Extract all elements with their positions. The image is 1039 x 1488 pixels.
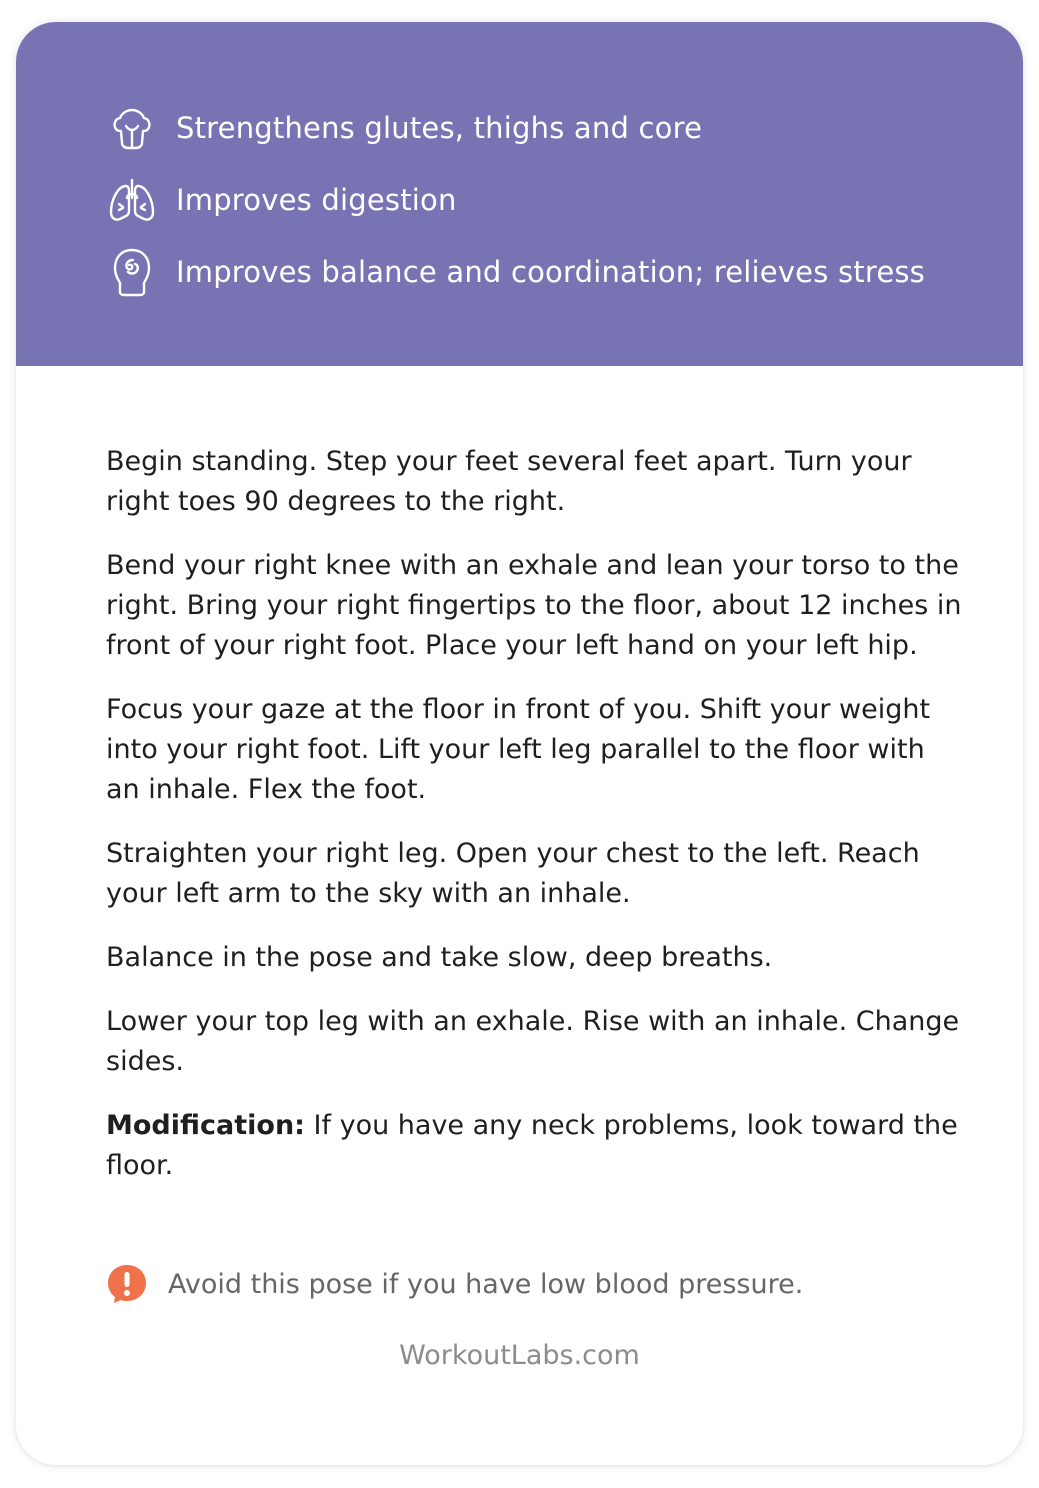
modification-label: Modification: — [106, 1110, 305, 1141]
modification-note — [106, 1106, 966, 1186]
benefit-label: Improves digestion — [176, 183, 457, 217]
modification-text: If you have any neck problems, look toward the floor. — [106, 1110, 958, 1181]
instruction-step: Begin standing. Step your feet several feet apart. Turn your right toes 90 degrees to the right. — [106, 446, 912, 517]
instruction-step: Focus your gaze at the floor in front of you. Shift your weight into your right foot. Lift your left leg parallel to the floor with an inhale. Flex the foot. — [106, 694, 931, 805]
benefit-item — [104, 244, 925, 300]
instruction-step: Bend your right knee with an exhale and lean your torso to the right. Bring your right fingertips to the floor, about 12 inches in front of your right foot. Place your left hand on your left hip. — [106, 550, 962, 661]
pose-card — [16, 22, 1023, 1465]
benefit-label: Strengthens glutes, thighs and core — [176, 111, 703, 145]
warning-text: Avoid this pose if you have low blood pressure. — [168, 1268, 804, 1300]
benefits-header — [16, 22, 1023, 366]
balance-mind-icon — [104, 244, 160, 300]
exclamation-icon — [106, 1263, 148, 1305]
instruction-step: Straighten your right leg. Open your chest to the left. Reach your left arm to the sky with an inhale. — [106, 838, 920, 909]
instructions — [106, 442, 966, 1210]
lungs-icon — [104, 172, 160, 228]
footer-credit: WorkoutLabs.com — [399, 1340, 640, 1371]
benefit-label: Improves balance and coordination; relieves stress — [176, 255, 925, 289]
glutes-icon — [104, 100, 160, 156]
instruction-step: Balance in the pose and take slow, deep breaths. — [106, 942, 773, 973]
benefit-item — [104, 172, 457, 228]
instruction-step: Lower your top leg with an exhale. Rise with an inhale. Change sides. — [106, 1006, 960, 1077]
warning-note — [106, 1262, 803, 1306]
benefit-item — [104, 100, 702, 156]
